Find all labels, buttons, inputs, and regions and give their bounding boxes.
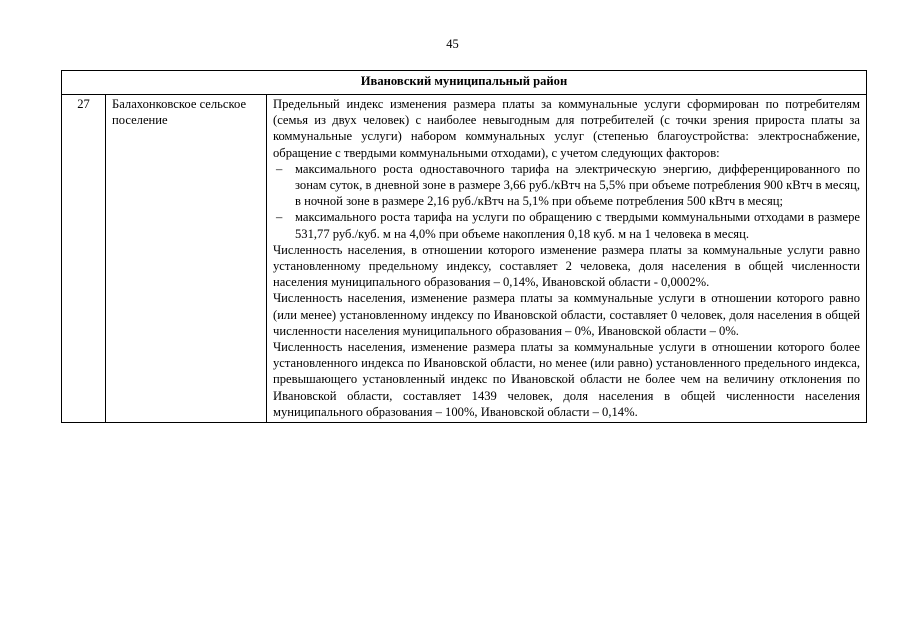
district-header-row bbox=[62, 71, 867, 95]
table-row bbox=[62, 95, 867, 423]
dash-marker: – bbox=[276, 210, 283, 225]
factor-text: максимального роста одноставочного тарифа на электрическую энергию, дифференцированного по зонам суток, в дневной зоне в размере 3,66 руб./кВтч на 5,5% при объеме потребления 900 кВтч в месяц, в ночной зоне в размере 2,16 руб./кВтч на 5,1% при объеме потребления 500 кВтч в месяц; bbox=[295, 161, 860, 209]
population-paragraph: Численность населения, изменение размера платы за коммунальные услуги в отношении которого более установленного индекса по Ивановской области, но менее (или равно) установленного предельного индекса, превышающего установленный индекс по Ивановской области не более чем на величину отклонения по Ивановской области, составляет 1439 человек, доля населения в общей численности населения муниципального образования – 100%, Ивановской области – 0,14%. bbox=[273, 340, 860, 419]
indices-table bbox=[61, 70, 867, 423]
list-item bbox=[273, 161, 860, 210]
dash-marker: – bbox=[276, 161, 283, 176]
list-item bbox=[273, 209, 860, 241]
population-paragraph: Численность населения, изменение размера платы за коммунальные услуги в отношении которого равно (или менее) установленному индексу по Ивановской области, составляет 0 человек, доля населения в общей численности населения муниципального образования – 0%, Ивановской области – 0%. bbox=[273, 291, 860, 338]
description-cell bbox=[267, 95, 867, 423]
factors-list bbox=[273, 161, 860, 242]
row-number: 27 bbox=[62, 95, 106, 423]
factor-text: максимального роста тарифа на услуги по обращению с твердыми коммунальными отходами в размере 531,77 руб./куб. м на 4,0% при объеме накопления 0,18 куб. м на 1 человека в месяц. bbox=[295, 210, 860, 241]
page-number: 45 bbox=[446, 37, 459, 51]
district-header: Ивановский муниципальный район bbox=[62, 71, 867, 95]
settlement-name: Балахонковское сельское поселение bbox=[106, 95, 267, 423]
intro-paragraph: Предельный индекс изменения размера платы за коммунальные услуги сформирован по потребителям (семья из двух человек) с наиболее невыгодным для потребителей (с точки зрения прироста платы за коммунальные услуги) набором коммунальных услуг (степенью благоустройства: электроснабжение, обращение с твердыми коммунальными отходами), с учетом следующих факторов: bbox=[273, 97, 860, 160]
population-paragraph: Численность населения, в отношении которого изменение размера платы за коммунальные услуги равно установленному предельному индексу, составляет 2 человека, доля населения в общей численности населения муниципального образования – 0,14%, Ивановской области - 0,0002%. bbox=[273, 242, 860, 290]
